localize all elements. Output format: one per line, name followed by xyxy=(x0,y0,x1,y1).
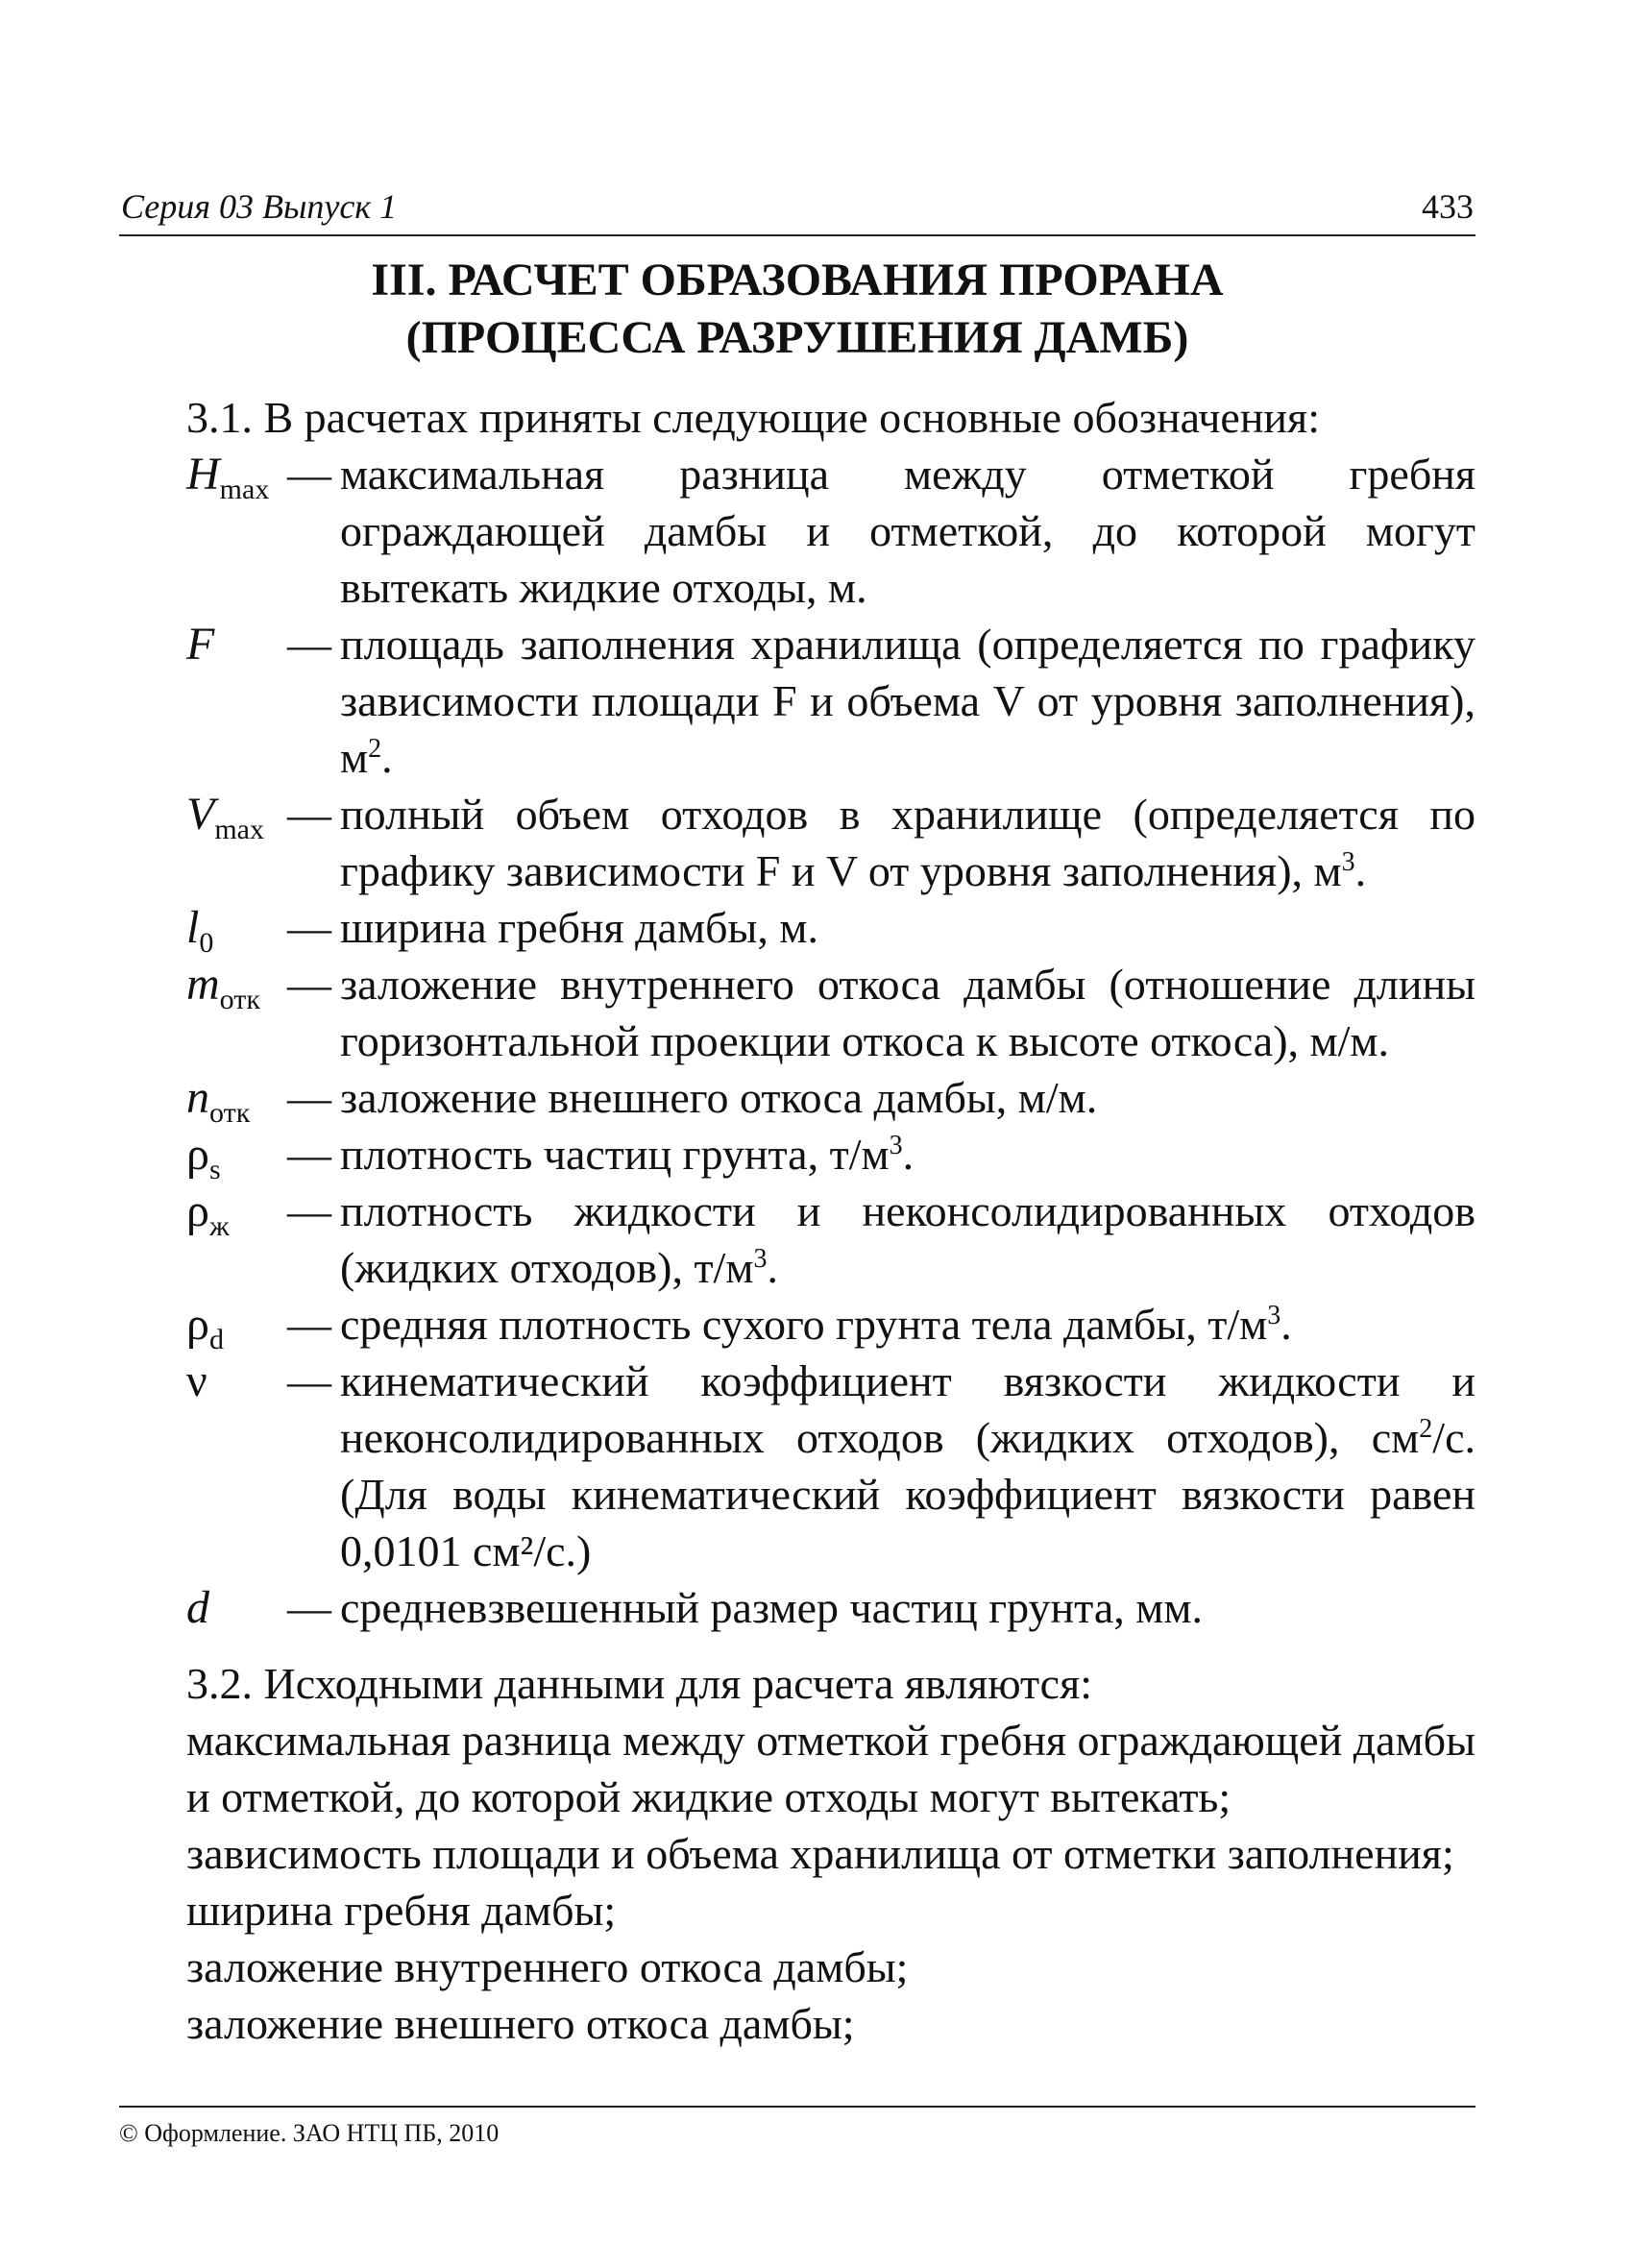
section-3-1-intro: 3.1. В расчетах приняты следующие основные обозначения: xyxy=(186,393,1320,442)
definition-text xyxy=(340,899,1475,956)
definition-symbol xyxy=(186,616,214,672)
definition-dash: — xyxy=(287,1186,331,1235)
symbol-base: ν xyxy=(186,1355,207,1406)
symbol-base: V xyxy=(186,789,215,840)
definition-text xyxy=(340,1579,1475,1636)
definition-text xyxy=(340,1069,1475,1126)
definition-main-text: заложение внутреннего откоса дамбы (отношение длины горизонтальной проекции откоса к высоте откоса), м/м. xyxy=(340,960,1475,1065)
symbol-subscript: 0 xyxy=(199,927,214,959)
definition-dash: — xyxy=(287,903,331,952)
footer xyxy=(119,2106,1475,2148)
definition-main-text: средневзвешенный размер частиц грунта, мм. xyxy=(340,1583,1203,1632)
copyright-text: © Оформление. ЗАО НТЦ ПБ, 2010 xyxy=(119,2119,500,2147)
unit-superscript: 3 xyxy=(889,1131,903,1160)
definition-main-text: полный объем отходов в хранилище (определяется по графику зависимости F и V от уровня заполнения), м xyxy=(340,790,1475,895)
section-title-line-1: III. РАСЧЕТ ОБРАЗОВАНИЯ ПРОРАНА xyxy=(371,255,1224,305)
definition-main-text: заложение внешнего откоса дамбы, м/м. xyxy=(340,1073,1098,1122)
definition-dash: — xyxy=(287,1356,331,1405)
symbol-base: ρ xyxy=(186,1299,209,1350)
symbol-subscript: s xyxy=(208,1154,221,1185)
symbol-subscript: ж xyxy=(208,1210,230,1242)
symbol-base: n xyxy=(186,1072,209,1123)
definitions-list xyxy=(119,446,1475,1636)
definition-main-text: плотность частиц грунта, т/м xyxy=(340,1130,890,1179)
definition-text xyxy=(340,1183,1475,1296)
definition-main-text: максимальная разница между отметкой гребня ограждающей дамбы и отметкой, до которой могут вытекать жидкие отходы, м. xyxy=(340,450,1475,612)
definition-row xyxy=(119,616,1475,786)
definition-text xyxy=(340,1353,1475,1579)
definition-text xyxy=(340,956,1475,1069)
definition-symbol xyxy=(186,1183,230,1255)
symbol-subscript: отк xyxy=(209,1097,251,1129)
definition-row xyxy=(119,1579,1475,1636)
symbol-base: m xyxy=(186,959,220,1010)
page-body xyxy=(119,389,1475,2052)
definition-trailing-text: . xyxy=(381,733,393,782)
definition-symbol xyxy=(186,1353,207,1409)
section-title xyxy=(119,252,1475,367)
definition-row xyxy=(119,1296,1475,1353)
definition-trailing-text: . xyxy=(902,1130,915,1179)
definition-dash: — xyxy=(287,1130,331,1179)
input-data-item: максимальная разница между отметкой гребня ограждающей дамбы и отметкой, до которой жидкие отходы могут вытекать; xyxy=(186,1716,1475,1821)
definition-text xyxy=(340,446,1475,616)
symbol-base: H xyxy=(186,449,220,500)
input-data-list xyxy=(119,1712,1475,2052)
symbol-base: d xyxy=(186,1582,209,1633)
definition-main-text: плотность жидкости и неконсолидированных отходов (жидких отходов), т/м xyxy=(340,1186,1475,1292)
definition-symbol xyxy=(186,1579,209,1636)
definition-row xyxy=(119,1353,1475,1579)
definition-row xyxy=(119,899,1475,959)
definition-text xyxy=(340,1126,1475,1183)
definition-row xyxy=(119,1126,1475,1183)
definition-trailing-text: . xyxy=(767,1243,778,1292)
definition-text xyxy=(340,616,1475,786)
definition-dash: — xyxy=(287,450,331,499)
definition-row xyxy=(119,1183,1475,1296)
symbol-base: F xyxy=(186,619,215,670)
input-data-item: заложение внутреннего откоса дамбы; xyxy=(186,1942,909,1991)
definition-text xyxy=(340,1296,1475,1353)
definition-symbol xyxy=(186,956,260,1028)
series-label: Серия 03 Выпуск 1 xyxy=(121,187,398,226)
input-data-item: ширина гребня дамбы; xyxy=(186,1886,617,1935)
symbol-base: ρ xyxy=(186,1185,209,1236)
section-3-2-intro: 3.2. Исходными данными для расчета являются: xyxy=(186,1659,1093,1708)
definition-row xyxy=(119,786,1475,899)
input-data-item: зависимость площади и объема хранилища от отметки заполнения; xyxy=(186,1829,1454,1878)
definition-dash: — xyxy=(287,620,331,669)
definition-main-text: средняя плотность сухого грунта тела дамбы, т/м xyxy=(340,1300,1268,1349)
unit-superscript: 2 xyxy=(368,734,382,764)
definition-row xyxy=(119,446,1475,616)
unit-superscript: 3 xyxy=(753,1244,768,1274)
definition-dash: — xyxy=(287,790,331,839)
page-number: 433 xyxy=(1422,187,1474,226)
definition-trailing-text: . xyxy=(1354,846,1367,895)
symbol-base: ρ xyxy=(186,1129,209,1180)
running-header xyxy=(119,186,1475,236)
definition-main-text: ширина гребня дамбы, м. xyxy=(340,903,819,952)
unit-superscript: 2 xyxy=(1419,1414,1433,1444)
definition-dash: — xyxy=(287,1073,331,1122)
symbol-subscript: отк xyxy=(219,984,260,1015)
definition-main-text: площадь заполнения хранилища (определяется по графику зависимости площади F и объема V от уровня заполнения), м xyxy=(340,620,1475,782)
symbol-subscript: d xyxy=(208,1324,224,1355)
definition-trailing-text: /с. (Для воды кинематический коэффициент вязкости равен 0,0101 см²/с.) xyxy=(340,1413,1475,1575)
definition-symbol xyxy=(186,786,264,858)
definition-dash: — xyxy=(287,1300,331,1349)
definition-row xyxy=(119,1069,1475,1129)
definition-dash: — xyxy=(287,1583,331,1632)
symbol-subscript: max xyxy=(219,474,270,505)
symbol-subscript: max xyxy=(214,814,264,845)
input-data-item: заложение внешнего откоса дамбы; xyxy=(186,1999,855,2048)
definition-main-text: кинематический коэффициент вязкости жидкости и неконсолидированных отходов (жидких отходов), см xyxy=(340,1356,1475,1462)
unit-superscript: 3 xyxy=(1341,847,1355,877)
definition-row xyxy=(119,956,1475,1069)
definition-symbol xyxy=(186,446,269,518)
section-title-line-2: (ПРОЦЕССА РАЗРУШЕНИЯ ДАМБ) xyxy=(405,312,1189,363)
unit-superscript: 3 xyxy=(1267,1301,1281,1330)
definition-trailing-text: . xyxy=(1280,1300,1292,1349)
definition-text xyxy=(340,786,1475,899)
symbol-base: l xyxy=(186,902,200,953)
definition-dash: — xyxy=(287,960,331,1009)
